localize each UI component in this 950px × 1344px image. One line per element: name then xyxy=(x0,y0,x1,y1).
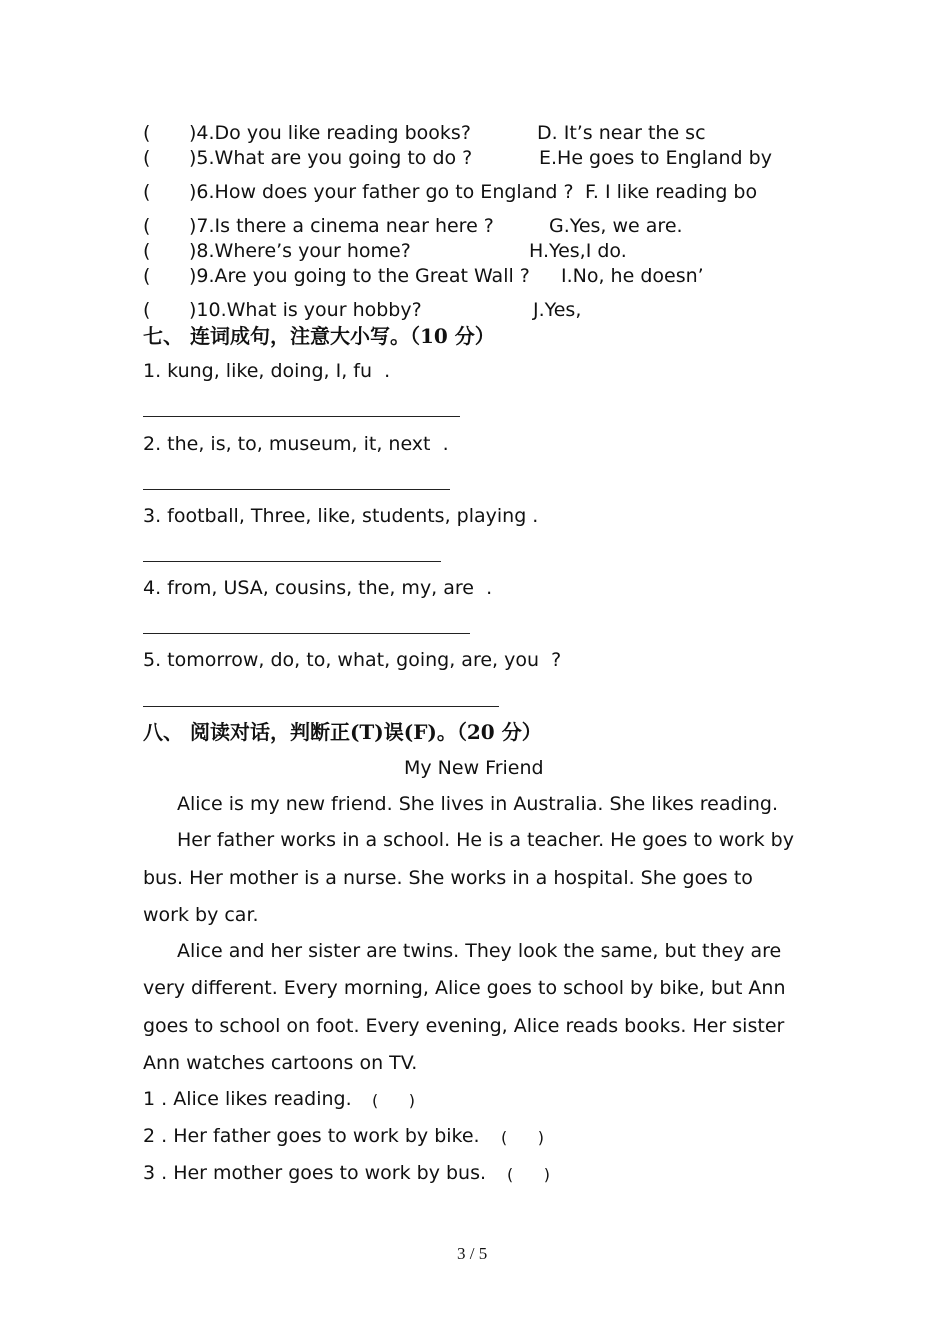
sentence-item: 2. the, is, to, museum, it, next . xyxy=(143,433,449,455)
passage-line: very different. Every morning, Alice goes to school by bike, but Ann xyxy=(143,977,786,999)
matching-question: )10.What is your hobby? xyxy=(189,299,422,321)
passage-line: work by car. xyxy=(143,904,259,926)
section-heading: 七、 连词成句，注意大小写。（10 分） xyxy=(143,324,495,348)
sentence-item: 5. tomorrow, do, to, what, going, are, you ? xyxy=(143,649,562,671)
passage-line: Alice and her sister are twins. They look the same, but they are xyxy=(177,940,782,962)
passage-line: Ann watches cartoons on TV. xyxy=(143,1052,418,1074)
matching-answer: D. It’s near the sc xyxy=(537,122,706,144)
answer-paren: ( xyxy=(143,122,151,144)
matching-answer: H.Yes,I do. xyxy=(529,240,627,262)
answer-line[interactable] xyxy=(143,561,441,562)
answer-line[interactable] xyxy=(143,489,450,490)
matching-answer: G.Yes, we are. xyxy=(549,215,683,237)
answer-paren: ( xyxy=(143,265,151,287)
matching-answer: F. I like reading bo xyxy=(585,181,758,203)
matching-answer: E.He goes to England by xyxy=(539,147,772,169)
sentence-item: 1. kung, like, doing, I, fu . xyxy=(143,360,391,382)
passage-line: Her father works in a school. He is a teacher. He goes to work by xyxy=(177,829,794,851)
passage-title: My New Friend xyxy=(404,757,544,779)
judge-question: 2 . Her father goes to work by bike. xyxy=(143,1125,480,1147)
judge-answer-blank[interactable]: ( ) xyxy=(501,1128,544,1147)
passage-line: goes to school on foot. Every evening, Alice reads books. Her sister xyxy=(143,1015,785,1037)
page-number: 3 / 5 xyxy=(457,1244,488,1263)
matching-question: )7.Is there a cinema near here ? xyxy=(189,215,494,237)
passage-line: bus. Her mother is a nurse. She works in a hospital. She goes to xyxy=(143,867,753,889)
judge-answer-blank[interactable]: ( ) xyxy=(507,1165,550,1184)
matching-question: )5.What are you going to do ? xyxy=(189,147,473,169)
matching-answer: I.No, he doesn’ xyxy=(561,265,704,287)
answer-line[interactable] xyxy=(143,633,470,634)
sentence-item: 3. football, Three, like, students, playing . xyxy=(143,505,539,527)
matching-question: )4.Do you like reading books? xyxy=(189,122,471,144)
judge-question: 3 . Her mother goes to work by bus. xyxy=(143,1162,487,1184)
judge-answer-blank[interactable]: ( ) xyxy=(372,1091,415,1110)
matching-question: )8.Where’s your home? xyxy=(189,240,411,262)
judge-question: 1 . Alice likes reading. xyxy=(143,1088,352,1110)
sentence-item: 4. from, USA, cousins, the, my, are . xyxy=(143,577,493,599)
passage-line: Alice is my new friend. She lives in Australia. She likes reading. xyxy=(177,793,778,815)
answer-paren: ( xyxy=(143,147,151,169)
matching-question: )6.How does your father go to England ? xyxy=(189,181,574,203)
matching-answer: J.Yes, xyxy=(533,299,582,321)
answer-paren: ( xyxy=(143,299,151,321)
answer-line[interactable] xyxy=(143,416,460,417)
answer-paren: ( xyxy=(143,215,151,237)
answer-paren: ( xyxy=(143,240,151,262)
matching-question: )9.Are you going to the Great Wall ? xyxy=(189,265,530,287)
answer-paren: ( xyxy=(143,181,151,203)
section-heading: 八、 阅读对话，判断正(T)误(F)。（20 分） xyxy=(143,720,542,744)
answer-line[interactable] xyxy=(143,706,499,707)
